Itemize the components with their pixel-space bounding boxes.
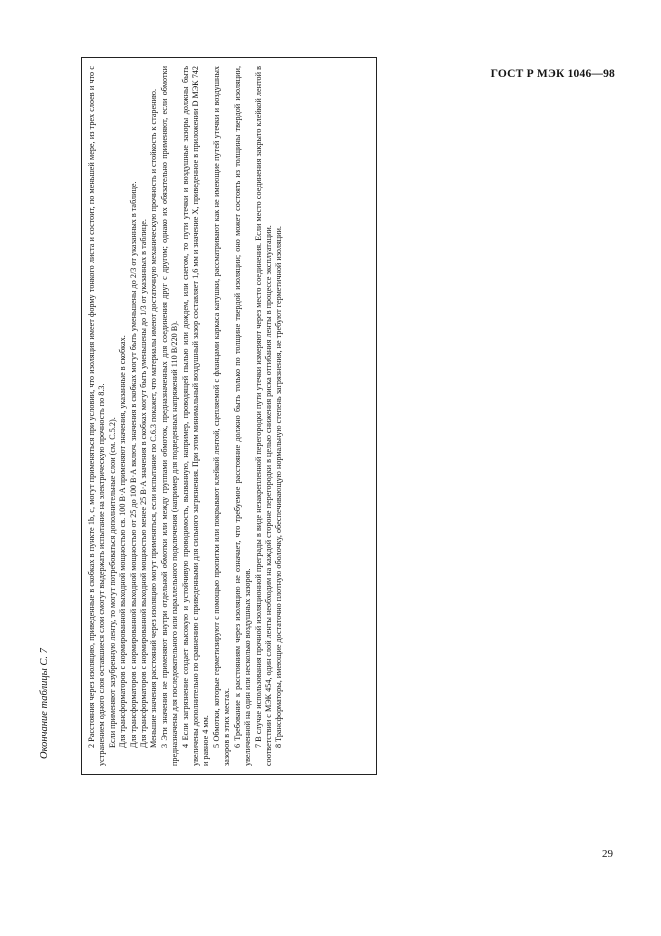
note-3: 3 Эти значения не применяют внутри отдельной обмотки или между группами обмоток, предназначенных для соединения друг с другом; однако их обязательно применяют, если обмотки предназначены для последовательного или параллельного подключения (например для подведенных напряжений 110 В/220 В).: [159, 66, 180, 766]
note-5: 5 Обмотки, которые герметизируют с помощью пропитки или покрывают клейкой лентой, сцепляемой с фланцами каркаса катушки, рассматривают как не имеющие путей утечки и воздушных зазоров в этих местах.: [211, 66, 232, 766]
note-2-tape: Если применяют зазубренную ленту, то могут потребоваться дополнительные слои (см. С.5.2).: [107, 417, 117, 748]
note-2-under-25: Для трансформаторов с нормированной выходной мощностью менее 25 В·А значения в скобках могут быть уменьшены до 1/3 от указанных в таблице.: [139, 219, 149, 748]
note-7: 7 В случае использования прочной изоляционной преграды в виде незакрепленной перегородки пути утечки измеряют через место соединения. Если место соединения закрыто клейкой лентой в соответствии с МЭК 454, один слой ленты необходим на каждой стороне перегородки в целью снижения риска отгибания ленты в процессе эксплуатации.: [253, 66, 273, 766]
rotated-table-block: [39, 55, 399, 775]
page-number: 29: [602, 848, 613, 860]
standard-header: ГОСТ Р МЭК 1046—98: [490, 68, 615, 80]
note-8: 8 Трансформаторы, имеющие достаточно плотную оболочку, обеспечивающую нормальную степень загрязнения, не требуют герметичной изоляции.: [274, 226, 284, 748]
table-continuation-label: Окончание таблицы С. 7: [39, 648, 50, 759]
note-2-smaller-values: Меньшие значения расстояний через изоляцию могут применяться, если испытание по С.6.3 покажет, что материалы имеют достаточную механическую прочность и стойкость к старению.: [149, 88, 159, 748]
note-2-over-100: Для трансформаторов с нормированной выходной мощностью св. 100 В·А применяют значения, указанные в скобках.: [118, 335, 128, 748]
note-2-25-to-100: Для трансформаторов с нормированной выходной мощностью от 25 до 100 В·А включ. значения в скобках могут быть уменьшены до 2/3 от указанных в таблице.: [128, 181, 138, 748]
note-6: 6 Требование к расстояниям через изоляцию не означает, что требуемое расстояние должно быть только по толщине твердой изоляции; оно может состоять из толщины твердой изоляции, увеличенной на один или несколько воздушных зазоров.: [232, 66, 253, 766]
note-4: 4 Если загрязнение создает высокую и устойчивую проводимость, вызванную, например, проводящей пылью или дождем, или снегом, то пути утечки и воздушные зазоры должны быть увеличены дополнительно по сравнению с приведенными для сильного загрязнения. При этом минимальный воздушный зазор составляет 1,6 мм и значение X, приведенное в приложении D МЭК 742 и равное 4 мм.: [180, 66, 211, 766]
note-2: 2 Расстояния через изоляцию, приведенные в скобках в пункте 1b, с, могут применяться при условии, что изоляция имеет форму тонкого листа и состоит, по меньшей мере, из трех слоев и что с устранением одного слоя оставшиеся слои смогут выдержать испытание на электрическую прочность по 8.3.: [87, 66, 107, 766]
notes-table-cell: [81, 57, 377, 775]
